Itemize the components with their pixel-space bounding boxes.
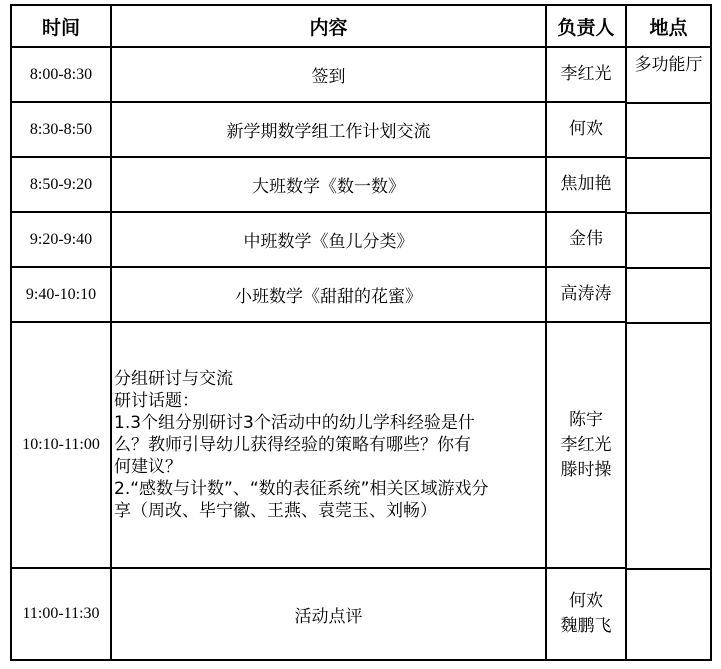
content-line: 2.“感数与计数”、“数的表征系统”相关区域游戏分 bbox=[114, 479, 489, 499]
header-place: 地点 bbox=[626, 5, 711, 47]
content-cell: 新学期数学组工作计划交流 bbox=[111, 102, 546, 157]
table-row bbox=[11, 102, 711, 157]
table-row bbox=[11, 212, 711, 267]
header-time: 时间 bbox=[11, 5, 111, 47]
content-line: 享（周改、毕宁徽、王燕、袁莞玉、刘畅） bbox=[114, 501, 437, 521]
place-divider bbox=[627, 104, 710, 159]
time-cell: 8:50-9:20 bbox=[11, 157, 111, 212]
content-line: 分组研讨与交流 bbox=[114, 369, 233, 389]
content-cell bbox=[111, 322, 546, 568]
person-name: 李红光 bbox=[560, 434, 612, 455]
time-cell: 10:10-11:00 bbox=[11, 322, 111, 568]
person-cell: 金伟 bbox=[546, 212, 626, 267]
header-person: 负责人 bbox=[546, 5, 626, 47]
content-line: 1.3个组分别研讨3个活动中的幼儿学科经验是什 bbox=[114, 413, 475, 433]
person-cell bbox=[546, 322, 626, 568]
person-name: 陈宇 bbox=[569, 409, 603, 430]
person-name: 魏鹏飞 bbox=[560, 616, 612, 636]
time-cell: 11:00-11:30 bbox=[11, 568, 111, 660]
person-cell: 何欢 bbox=[546, 102, 626, 157]
table-row bbox=[11, 322, 711, 568]
person-name: 何欢 bbox=[569, 591, 603, 611]
schedule-table bbox=[10, 4, 712, 661]
time-cell: 8:30-8:50 bbox=[11, 102, 111, 157]
person-cell: 高涛涛 bbox=[546, 267, 626, 322]
person-cell: 李红光 bbox=[546, 47, 626, 102]
place-cell bbox=[626, 47, 711, 660]
table-row bbox=[11, 568, 711, 660]
table-row bbox=[11, 267, 711, 322]
table-row bbox=[11, 157, 711, 212]
place-box bbox=[627, 50, 710, 104]
content-cell: 小班数学《甜甜的花蜜》 bbox=[111, 267, 546, 322]
person-cell: 焦加艳 bbox=[546, 157, 626, 212]
place-divider bbox=[627, 159, 710, 214]
header-content: 内容 bbox=[111, 5, 546, 47]
time-cell: 8:00-8:30 bbox=[11, 47, 111, 102]
content-cell: 签到 bbox=[111, 47, 546, 102]
time-cell: 9:40-10:10 bbox=[11, 267, 111, 322]
content-cell: 活动点评 bbox=[111, 568, 546, 660]
table-row bbox=[11, 47, 711, 102]
place-divider bbox=[627, 214, 710, 269]
person-name: 滕时操 bbox=[560, 459, 612, 480]
place-divider bbox=[627, 324, 710, 570]
person-cell bbox=[546, 568, 626, 660]
header-row bbox=[11, 5, 711, 47]
place-divider bbox=[627, 269, 710, 324]
content-cell: 大班数学《数一数》 bbox=[111, 157, 546, 212]
content-cell: 中班数学《鱼儿分类》 bbox=[111, 212, 546, 267]
time-cell: 9:20-9:40 bbox=[11, 212, 111, 267]
content-line: 么？教师引导幼儿获得经验的策略有哪些？你有 bbox=[114, 435, 471, 455]
content-line: 何建议？ bbox=[114, 457, 182, 477]
content-line: 研讨话题： bbox=[114, 391, 199, 411]
place-text: 多功能厅 bbox=[634, 55, 703, 75]
